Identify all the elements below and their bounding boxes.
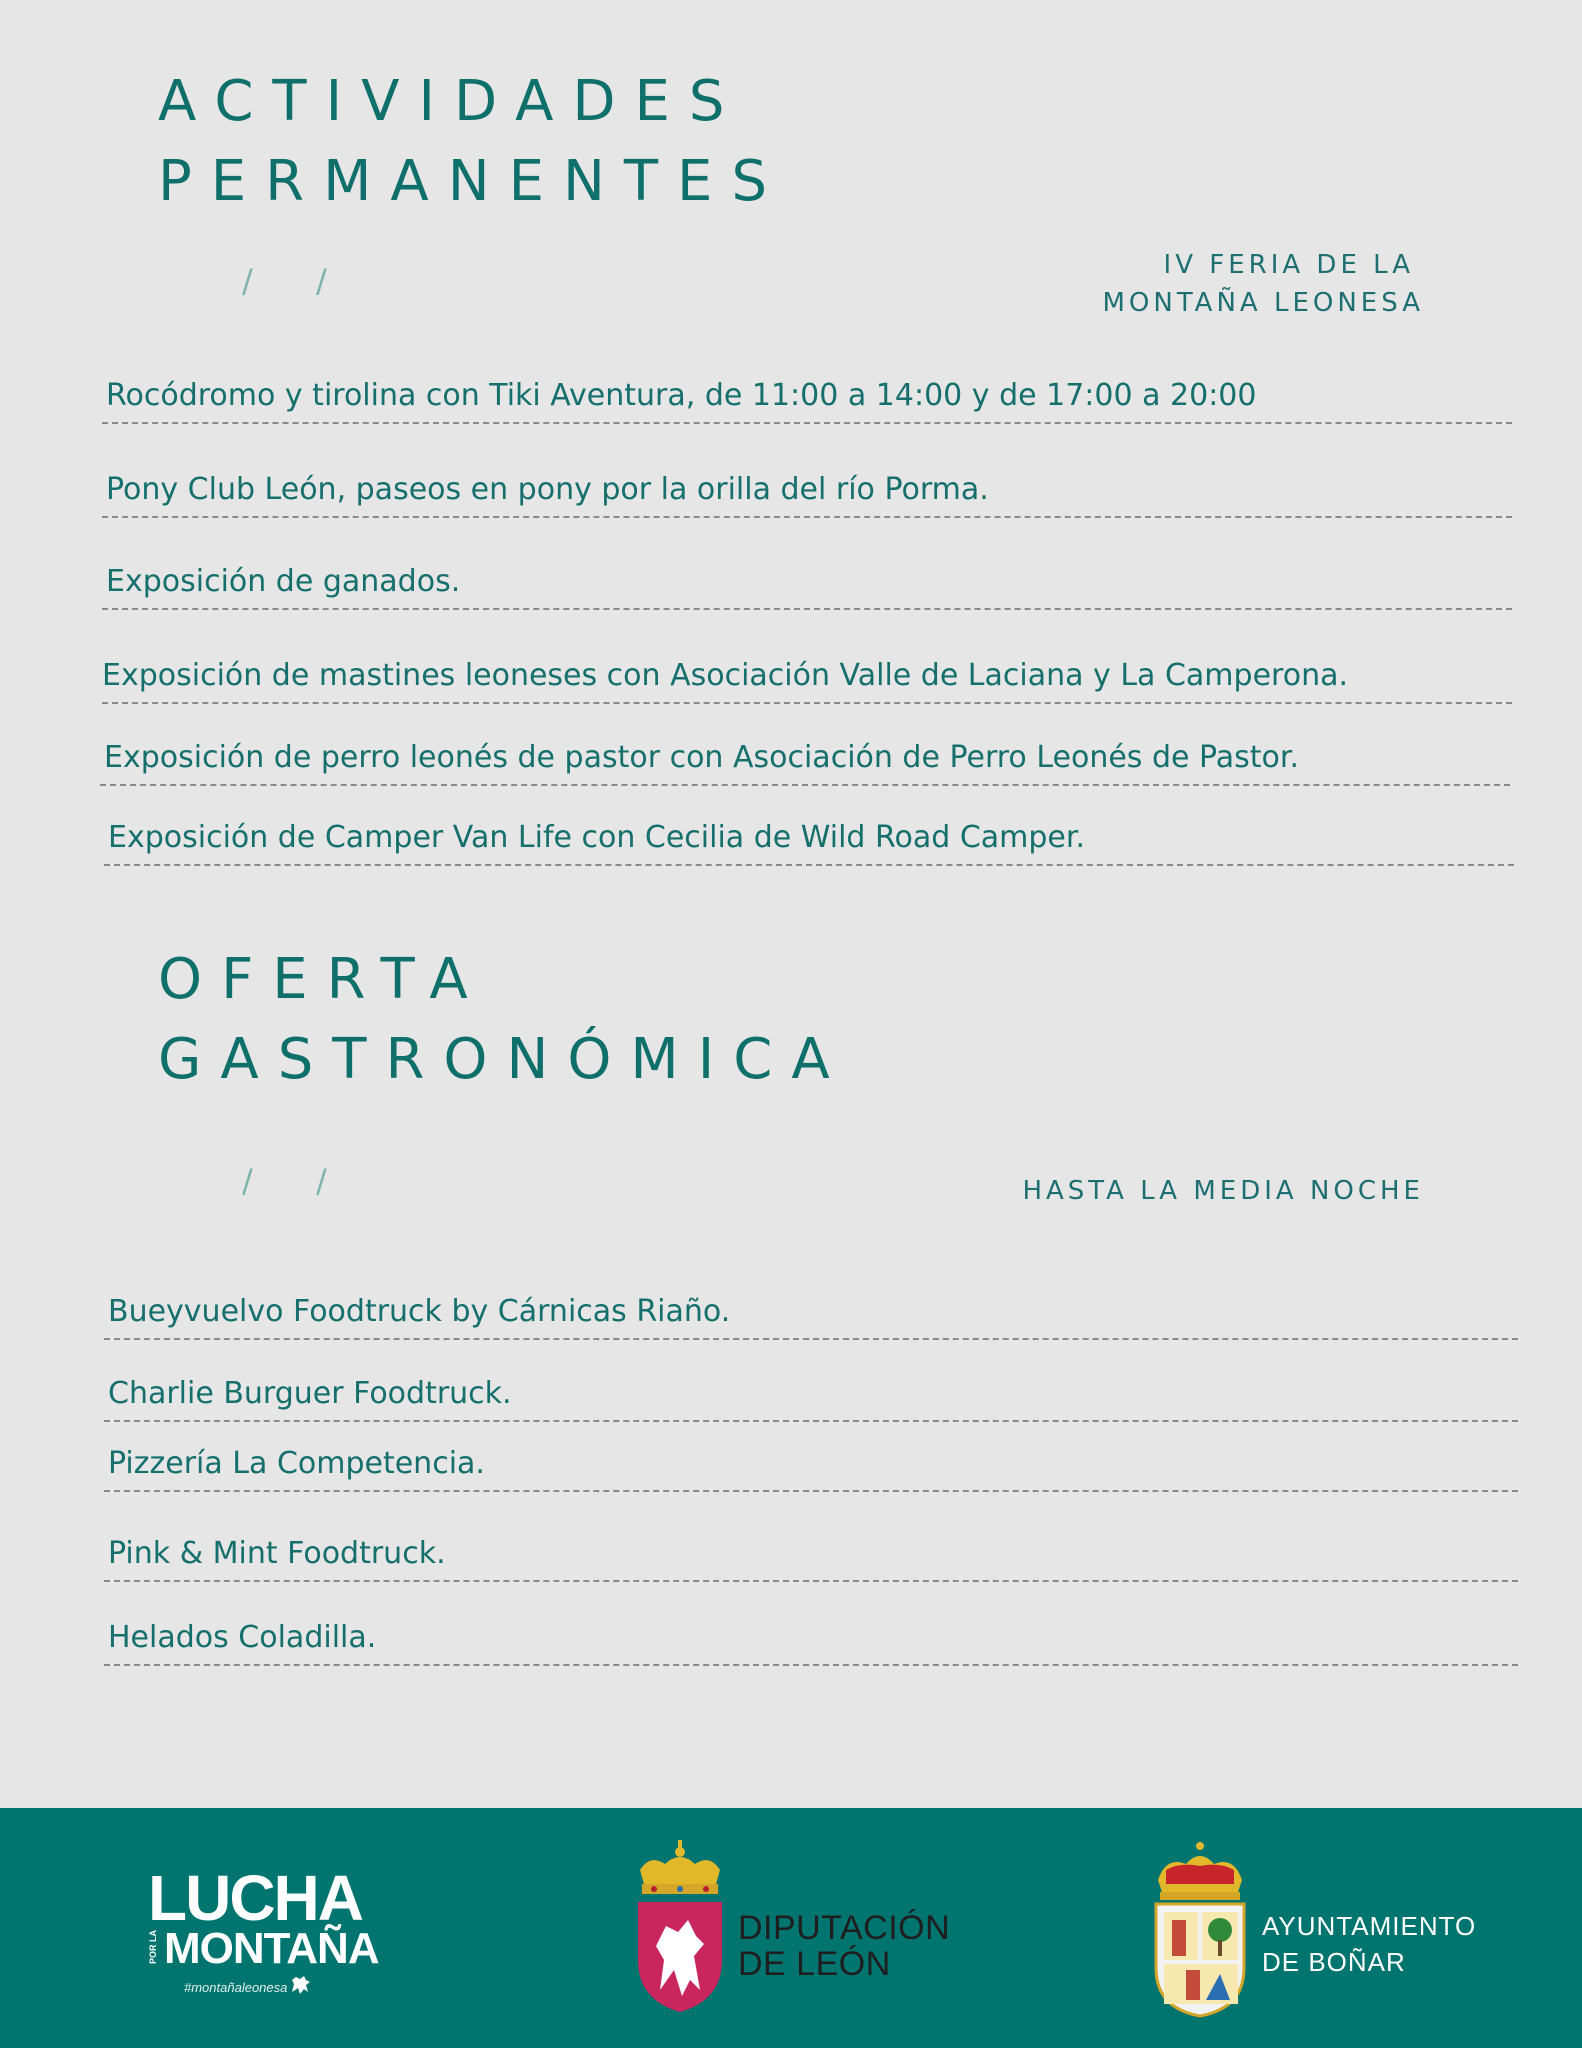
tagline-line: HASTA LA MEDIA NOCHE	[1022, 1176, 1424, 1206]
logo-text: DE LEÓN	[738, 1945, 891, 1983]
diputacion-name	[738, 1910, 950, 1982]
list-item	[102, 546, 1512, 610]
event-tagline	[1102, 246, 1424, 322]
list-item-text: Exposición de Camper Van Life con Cecilia de Wild Road Camper.	[108, 820, 1085, 855]
crowned-shield-icon	[630, 1840, 730, 2020]
list-item	[104, 808, 1514, 866]
ayuntamiento-name	[1262, 1908, 1476, 1980]
title-line: OFERTA	[158, 947, 487, 1012]
tagline-line: IV FERIA DE LA	[1163, 250, 1414, 280]
list-item-text: Rocódromo y tirolina con Tiki Aventura, de 11:00 a 14:00 y de 17:00 a 20:00	[106, 378, 1257, 413]
list-item	[102, 640, 1512, 704]
title-line: ACTIVIDADES	[158, 69, 744, 134]
coat-of-arms-icon	[1150, 1840, 1250, 2020]
lucha-por-la-montana-logo	[148, 1862, 379, 1995]
list-item-text: Bueyvuelvo Foodtruck by Cárnicas Riaño.	[108, 1294, 731, 1329]
lion-icon	[288, 1974, 312, 1996]
footer-sponsors	[0, 1808, 1582, 2048]
slash-mark: /	[242, 262, 253, 300]
logo-text: AYUNTAMIENTO	[1262, 1911, 1477, 1941]
list-item	[104, 1364, 1518, 1422]
section-title-actividades	[158, 62, 786, 222]
list-item	[104, 1438, 1518, 1492]
slash-mark: /	[316, 1162, 327, 1200]
tagline-line: MONTAÑA LEONESA	[1102, 288, 1424, 318]
title-line: PERMANENTES	[158, 149, 786, 214]
list-item-text: Charlie Burguer Foodtruck.	[108, 1376, 512, 1411]
list-item	[104, 1606, 1518, 1666]
list-item-text: Pizzería La Competencia.	[108, 1446, 485, 1481]
section-title-gastronomica	[158, 940, 849, 1100]
slash-mark: /	[242, 1162, 253, 1200]
logo-hashtag: #montañaleonesa	[184, 1980, 288, 1995]
list-item	[102, 454, 1512, 518]
list-item-text: Exposición de mastines leoneses con Asociación Valle de Laciana y La Camperona.	[102, 658, 1348, 693]
logo-text: DIPUTACIÓN	[738, 1909, 951, 1947]
list-item-text: Helados Coladilla.	[108, 1620, 377, 1655]
ayuntamiento-de-bonar-logo	[1150, 1840, 1490, 2020]
logo-text: POR LA	[148, 1930, 158, 1965]
list-item	[102, 362, 1512, 424]
list-item-text: Pink & Mint Foodtruck.	[108, 1536, 446, 1571]
logo-text: DE BOÑAR	[1262, 1947, 1406, 1977]
list-item	[100, 728, 1510, 786]
list-item-text: Exposición de ganados.	[106, 564, 461, 599]
list-item-text: Exposición de perro leonés de pastor con Asociación de Perro Leonés de Pastor.	[104, 740, 1299, 775]
list-item	[104, 1280, 1518, 1340]
list-item	[104, 1522, 1518, 1582]
schedule-tagline	[1022, 1172, 1424, 1210]
title-line: GASTRONÓMICA	[158, 1027, 849, 1092]
logo-text: MONTAÑA	[164, 1924, 379, 1973]
slash-mark: /	[316, 262, 327, 300]
logo-text: LUCHA	[148, 1862, 362, 1934]
list-item-text: Pony Club León, paseos en pony por la orilla del río Porma.	[106, 472, 989, 507]
diputacion-de-leon-logo	[630, 1840, 970, 2020]
